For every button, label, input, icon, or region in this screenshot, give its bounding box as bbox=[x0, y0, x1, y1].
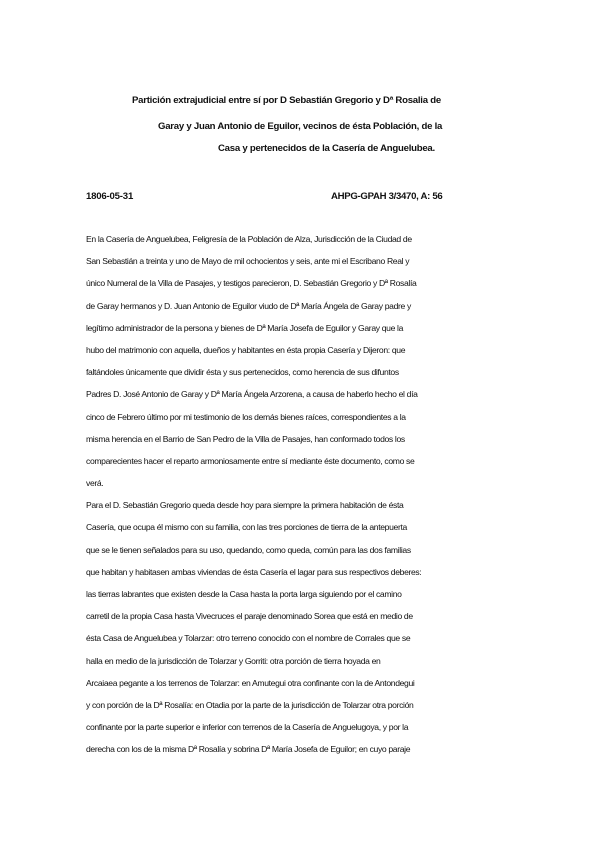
body-line: confinante por la parte superior e inferior con terrenos de la Casería de Anguelugoya, y por la bbox=[86, 722, 409, 733]
body-line: legítimo administrador de la persona y bienes de Dª María Josefa de Eguilor y Garay que la bbox=[86, 322, 404, 333]
body-line: y con porción de la Dª Rosalía: en Otadia por la parte de la jurisdicción de Tolarzar otra porción bbox=[86, 699, 414, 710]
body-line: verá. bbox=[86, 478, 104, 489]
body-line: Arcaiaea pegante a los terrenos de Tolarzar: en Amutegui otra confinante con la de Antondegui bbox=[86, 677, 415, 688]
document-body bbox=[86, 228, 516, 761]
body-line: Padres D. José Antonio de Garay y Dª María Ángela Arzorena, a causa de haberlo hecho el día bbox=[86, 389, 418, 400]
body-line: faltándoles únicamente que dividir ésta y sus pertenecidos, como herencia de sus difuntos bbox=[86, 367, 399, 378]
body-line: de Garay hermanos y D. Juan Antonio de Eguilor viudo de Dª María Ángela de Garay padre y bbox=[86, 300, 411, 311]
body-line: que habitan y habitasen ambas viviendas de ésta Casería el lagar para sus respectivos deberes: bbox=[86, 566, 422, 577]
body-line: las tierras labrantes que existen desde la Casa hasta la porta larga siguiendo por el camino bbox=[86, 589, 402, 599]
body-line: derecha con los de la misma Dª Rosalía y sobrina Dª María Josefa de Eguilor; en cuyo paraje bbox=[86, 744, 411, 755]
body-line: cinco de Febrero último por mi testimonio de los demás bienes raíces, correspondientes a la bbox=[86, 411, 406, 422]
body-line: San Sebastián a treinta y uno de Mayo de mil ochocientos y seis, ante mi el Escribano Real y bbox=[86, 256, 410, 267]
body-line: que se le tienen señalados para su uso, quedando, como queda, común para las dos familias bbox=[86, 544, 411, 555]
document-date: 1806-05-31 bbox=[86, 191, 134, 202]
document-title-line-2: Garay y Juan Antonio de Eguilor, vecinos de ésta Población, de la bbox=[158, 121, 443, 132]
body-line: Para el D. Sebastián Gregorio queda desde hoy para siempre la primera habitación de ésta bbox=[86, 500, 404, 511]
document-title-line-3: Casa y pertenecidos de la Casería de Anguelubea. bbox=[218, 143, 435, 154]
body-line: Casería, que ocupa él mismo con su familia, con las tres porciones de tierra de la antepuerta bbox=[86, 522, 407, 533]
body-line: halla en medio de la jurisdicción de Tolarzar y Gorriti: otra porción de tierra hoyada en bbox=[86, 655, 381, 666]
body-line: comparecientes hacer el reparto armoniosamente entre sí mediante éste documento, como se bbox=[86, 455, 415, 466]
body-line: En la Casería de Anguelubea, Feligresía de la Población de Alza, Jurisdicción de la Ciudad de bbox=[86, 234, 412, 244]
document-title-line-1: Partición extrajudicial entre sí por D Sebastián Gregorio y Dª Rosalia de bbox=[132, 95, 441, 106]
body-line: único Numeral de la Villa de Pasajes, y testigos parecieron, D. Sebastián Gregorio y Dª Rosalía bbox=[86, 278, 417, 289]
body-line: hubo del matrimonio con aquella, dueños y habitantes en ésta propia Casería y Dijeron: que bbox=[86, 344, 406, 355]
body-line: misma herencia en el Barrio de San Pedro de la Villa de Pasajes, han conformado todos los bbox=[86, 433, 405, 444]
body-line: carretil de la propia Casa hasta Vivecruces el paraje denominado Sorea que está en medio de bbox=[86, 611, 413, 622]
archive-reference: AHPG-GPAH 3/3470, A: 56 bbox=[331, 191, 443, 202]
body-line: ésta Casa de Anguelubea y Tolarzar: otro terreno conocido con el nombre de Corrales que se bbox=[86, 633, 411, 644]
